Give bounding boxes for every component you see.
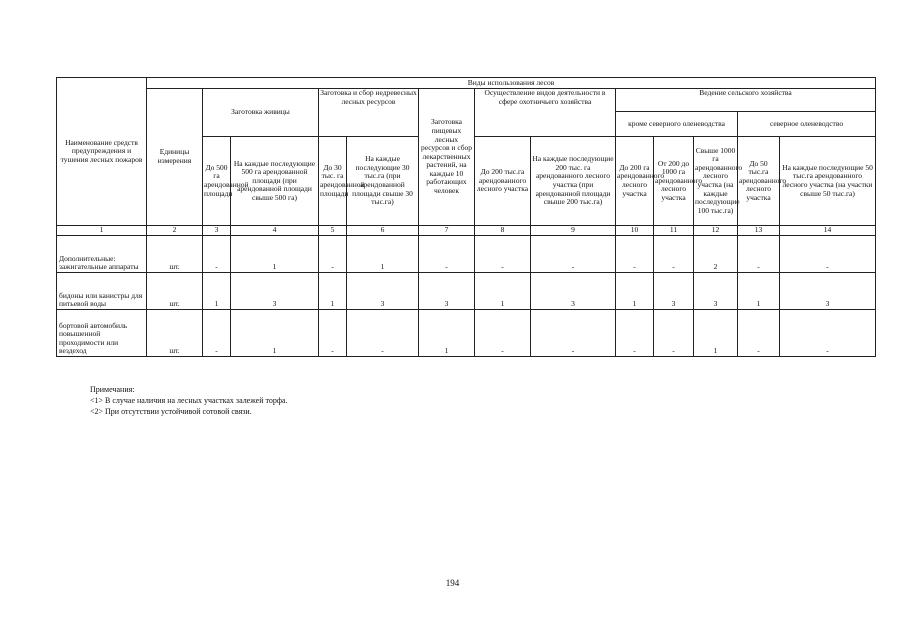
table-cell: 1: [319, 273, 347, 310]
table-cell: -: [475, 236, 531, 273]
table-row: [57, 236, 876, 273]
table-cell: 3: [654, 273, 694, 310]
column-number: 1: [57, 226, 147, 236]
row-name: Дополнительные: зажигательные аппараты: [57, 236, 147, 273]
table-cell: 2: [694, 236, 738, 273]
table-cell: -: [203, 310, 231, 357]
column-number: 12: [694, 226, 738, 236]
table-cell: -: [475, 310, 531, 357]
table-cell: 3: [694, 273, 738, 310]
fire-equipment-table: [56, 77, 876, 357]
header-oleneb: северное оленеводство: [738, 112, 876, 137]
column-number: 6: [347, 226, 419, 236]
column-number: 5: [319, 226, 347, 236]
column-number: 10: [616, 226, 654, 236]
footnote-2: <2> При отсутствии устойчивой сотовой связи.: [90, 407, 252, 416]
subheader: До 50 тыс.га арендованного лесного участка: [738, 137, 780, 226]
table-cell: -: [738, 236, 780, 273]
header-pishchevye: Заготовка пищевых лесных ресурсов и сбор лекарственных растений, на каждые 10 работающих человек: [419, 89, 475, 226]
table-cell: 3: [780, 273, 876, 310]
table-cell: -: [531, 310, 616, 357]
footnotes: [90, 384, 288, 417]
subheader: Свыше 1000 га арендованного лесного участка (на каждые последующие 100 тыс.га): [694, 137, 738, 226]
table-cell: -: [203, 236, 231, 273]
table-cell: -: [531, 236, 616, 273]
table-row: [57, 310, 876, 357]
table-cell: -: [738, 310, 780, 357]
row-name: бортовой автомобиль повышенной проходимости или вездеход: [57, 310, 147, 357]
table-cell: 1: [738, 273, 780, 310]
page-number: 194: [445, 578, 460, 588]
table-cell: 1: [616, 273, 654, 310]
table-cell: 3: [231, 273, 319, 310]
column-number: 2: [147, 226, 203, 236]
table-cell: 3: [347, 273, 419, 310]
header-units: Единицы измерения: [147, 89, 203, 226]
table-cell: 1: [347, 236, 419, 273]
table-cell: -: [780, 310, 876, 357]
subheader: До 500 га арендованной площади: [203, 137, 231, 226]
header-zhivitsa: Заготовка живицы: [203, 89, 319, 137]
subheader: До 200 тыс.га арендованного лесного участка: [475, 137, 531, 226]
table-cell: -: [616, 236, 654, 273]
table-cell: -: [319, 236, 347, 273]
table-cell: -: [654, 236, 694, 273]
header-group: Виды использования лесов: [147, 78, 876, 89]
notes-title: Примечания:: [90, 385, 135, 394]
subheader: На каждые последующие 200 тыс. га арендованного лесного участка (при арендованной площади свыше 200 тыс.га): [531, 137, 616, 226]
column-number: 8: [475, 226, 531, 236]
column-number: 14: [780, 226, 876, 236]
table-cell: 1: [231, 310, 319, 357]
table-cell: 3: [531, 273, 616, 310]
table-cell: -: [654, 310, 694, 357]
row-name: бидоны или канистры для питьевой воды: [57, 273, 147, 310]
column-number: 7: [419, 226, 475, 236]
table-cell: 1: [419, 310, 475, 357]
table-cell: -: [780, 236, 876, 273]
column-number: 13: [738, 226, 780, 236]
table-cell: -: [419, 236, 475, 273]
header-selkhoz: Ведение сельского хозяйства: [616, 89, 876, 112]
subheader: От 200 до 1000 га арендованного лесного участка: [654, 137, 694, 226]
header-krome-oleneb: кроме северного оленеводства: [616, 112, 738, 137]
table-cell: -: [616, 310, 654, 357]
subheader: До 30 тыс. га арендованной площади: [319, 137, 347, 226]
header-nedrevesnye: Заготовка и сбор недревесных лесных ресурсов: [319, 89, 419, 137]
table-cell: шт.: [147, 236, 203, 273]
table-cell: шт.: [147, 310, 203, 357]
column-number: 9: [531, 226, 616, 236]
column-number: 3: [203, 226, 231, 236]
table-cell: -: [319, 310, 347, 357]
column-number: 11: [654, 226, 694, 236]
column-number: 4: [231, 226, 319, 236]
subheader: До 200 га арендованного лесного участка: [616, 137, 654, 226]
table-cell: -: [347, 310, 419, 357]
footnote-1: <1> В случае наличия на лесных участках залежей торфа.: [90, 396, 288, 405]
header-name: Наименование средств предупреждения и тушения лесных пожаров: [57, 78, 147, 226]
table-cell: шт.: [147, 273, 203, 310]
table-cell: 1: [203, 273, 231, 310]
table-cell: 3: [419, 273, 475, 310]
subheader: На каждые последующие 50 тыс.га арендованного лесного участка (на участки свыше 50 тыс.га): [780, 137, 876, 226]
subheader: На каждые последующие 500 га арендованной площади (при арендованной площади свыше 500 га): [231, 137, 319, 226]
subheader: На каждые последующие 30 тыс.га (при арендованной площади свыше 30 тыс.га): [347, 137, 419, 226]
table-row: [57, 273, 876, 310]
table-cell: 1: [231, 236, 319, 273]
table-cell: 1: [694, 310, 738, 357]
header-okhota: Осуществление видов деятельности в сфере охотничьего хозяйства: [475, 89, 616, 137]
table-cell: 1: [475, 273, 531, 310]
